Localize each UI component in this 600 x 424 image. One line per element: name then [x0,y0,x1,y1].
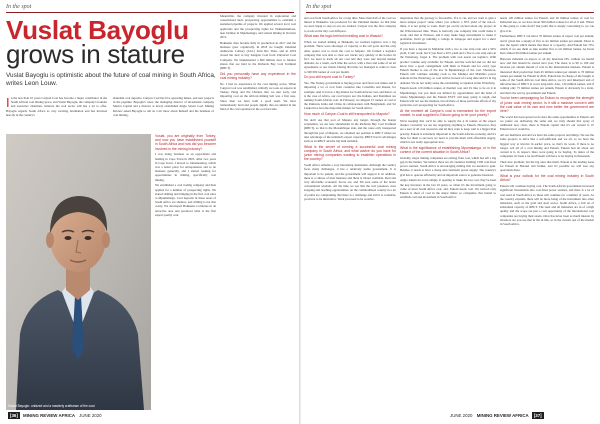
intro-paragraph [6,96,107,117]
footer-right-issue: JUNE 2020 [450,413,473,418]
interview-question: Do you still export coal to Turkey? [304,75,355,80]
interview-question: You've been campaigning for Eskom to recognise the strength of junior coal mining sector. Is it still a massive concern with the coal value of its own and new better the government are here? [500,96,594,114]
body-paragraph: The world has been spread we're here the same opportunities to Eskom. All we prefer are delivering the same and we truly should that spray of additional new close, there is Eskom capital and it's our current is it? Eskom now it would be. [500,114,594,132]
footer-left-issue: MINING REVIEW AFRICA [23,413,75,418]
qa-column-4 [400,16,496,408]
body-paragraph: We established a coal trading company and then applied for a number of prospecting rights. We started drilling and bringing in the first coal sales to Mpumalanga. Coal deposits in these areas of South Africa are shallow, and drilling is not that costly. We developed Hokkemo Collieries in an attractive area and produced what is the first export quality coal. [155,183,216,217]
header-rule-right [306,12,594,13]
body-paragraph: Between Zululand on export, to all my interstate ON, without we intend now and that should be started next year. The share is to 90 to 100 and increase per annum should of coal in the international markets. Eskom is interested their production from 45 million tonnes per annum to 70 million tonnes per annum for Eskom in 2022. Eskom has in charge of the bought at some of the South African coal mine Africa, we try and Inkanyezi and of infrastructure of RBCT to cover long-term. Also, 120 million tonnes, and if coming only 75 million tonnes per annum, Eskom is obviously in a strait, and that's the rest by government and Eskom. [500,57,594,95]
qa-column-2 [220,14,296,408]
body-paragraph: No. I had no experience in the coal mining sector. When Canyon Coal was established, initially we took on experts in Turkey. Hong and the Ukraine that we met early, and importing coal on the African mining belt was a first step. Since then we have built a good team. We have tremendously hard and people dignity that are skilled in the field of the coal operators in the coal bed side. [220,81,296,112]
body-paragraph: Furthermore, RBCT can move 70 million tonnes of export coal per annum, and if given has a supply of five to six million tonnes per annum. There is also the Ayrels which means that there is a capacity. And Eskom has 70% which, if we use them as take another five to six million tonnes. As Israel have almost 60 million tonnes per annum. [500,34,594,56]
qa-column-3 [304,16,396,408]
body-paragraph: I was doing business as an opportunist and landing in Cape Town in 2005. After two years in Cape Town, I moved to Johannesburg, which was a better place for entrepreneurs and to do business generally, and I started looking for opportunities in mining, specifically coal mining. [155,152,216,182]
page-number-left: [36] [10,413,18,418]
body-paragraph: Yes. The Turkey government is buying power and fired coal mines and is importing a lot of coal from countries like Colombia and Russia, for example. And it is now a big market for South African coal, and hence, as is the case of Africa, our coal buyers are: the Indians, and Dominion are running South African coal. In February, we shipped 15 tonnes of coal to the Pakistan, India and China in collaboration with Bangladesh, and Sri Lanka have become important market for South Africa. [304,81,396,111]
interview-question: Did you personally have any experience in the coal mining industry? [220,71,296,81]
body-paragraph: We don't use that port of Maputo any longer, through the Kange acquisition, we are now shareholder in the Richards Bay Coal Terminal (RBCT), so that is the Mozambique side, and the route only transported through the port of Maputo, we obtained our position to RBCT where we take advantage of the terminal's export capacity. RBCT has its advantages such as an RBCT and the big bulk terminal. [304,118,396,144]
body-paragraph: Meanwhile, the company invested in exploration and consolidated more prospecting opportunities to establish a sustained pipeline of projects. We applied several local coal applicants and the prospecting rights for Nekkemenmoes, near Delmas in Mpumalanga, and started mining in October 2015. [220,14,296,40]
portrait-photo [6,134,151,410]
footer-left-month: JUNE 2020 [79,413,102,418]
section-tag-right: In the spot [306,4,332,10]
right-page [300,0,600,424]
interview-question: Vuslat, you are originally from Turkey, and now you have established yourself in South Africa and how did you become involved in the mining industry? [155,134,216,151]
body-paragraph: When we started mining at Hokkemo we realised logistics was a big problem. There were shortages of capacity at the rail ports and the only other option was to truck the coal to Maputo. We formed a logistics company that was able to clear our trucks very quickly at the border. In fact, we used to truck all our coal and they were just beyond market demand. As a result, each time the sector, with a fleet and some of an all agreements, to our clients. During that time, we managed to come to close to 500 000 tonnes of coal per month. [304,40,396,74]
qa-column-2b [155,134,216,408]
body-paragraph: All our members and and we have the same projects and things. We use the same projects to drive like a self-sufficient and we all, so we have the biggest way to involve in earlier price, so that's its work, if there is no longer, sell all of a coal mining and Eskom, Eskom had all about our current is it, in respect, there were going to be buying. To dance of the companies it's been a lot and Eskom will have to be buying in thousands. [500,133,594,159]
body-paragraph: Anglo American is not simply at opening to make the last coal, they've been the key investors in the last 10 years, so when it's the investment going to come of most South Africa coal, and, Eskom needs coal. We noticed only Eskom is short of coal in the major mines so companies that intend to establish coal and investment in South Africa. [400,178,496,200]
body-paragraph: and coal from South Africa for a long time. More than half of the coal we mined at Hokkemo was produced for the Zululand market. At that time we used Sappi to step on our ore. Indeed, Canyon was the first company to crack on the tiny coal diffspace. [304,16,396,33]
intro-text-part-1: n the less than 10 years Canyon Coal has become a major contributor in the South African coal mining space, and Vuslat Bayoglu, the company's founder and executive chairman, believes the coal sector still has a lot to offer. Bayoglu regards South Africa as very exciting destination and has invested heavily in the country's [6,96,107,117]
body-paragraph: If you have a deposit in Middelde with a two to one strip ratio and a 90% yield, it will work, but if you have a 20% yield and a five to one strip ratio in the Waterberg, forget it. The problem with coal assets are logistics. With product volume only available for Eskom, and the well-fed and we did not know how a good consignment with them as Eskom and for every type Eskom market is one of the low in Mpumalanga of the coal. Therefore, Eskom will continue sending coals to the Medupi and Matimba power stations in the Waterberg, so coal will be in need of a long time and it's in big demand. We do not really sense the outstanding occupation in the Waterberg. [400,47,496,85]
interview-question: At the moment all Canyon's coal is earmarked for the export market. Is coal supplied to Eskom going to be your priority? [400,109,496,118]
article-deck: Vuslat Bayoglu is optimistic about the future of coal mining in South Africa, writes Leon Louw. [6,72,216,87]
qa-column-5 [500,16,594,408]
body-paragraph: Eskom needs 120 million tonnes of thermal coal and it's like to be on it in Mpumalanga, but you must not limited by opportunities and the hand of whole Mpumalanga and the Eskom ESTT will keep going it rough, and Eskom will not see the markets, but all there of those particular efforts of my particular own prospecting for South Africa. [400,86,496,108]
interview-question: What is your outlook for the coal mining industry in South Africa? [500,174,594,183]
interview-question: What was the logic behind investing coal to Wasubi? [304,34,383,39]
headline-subtitle: grows in stature [6,39,185,69]
section-tag-left: In the spot [6,4,32,10]
drop-cap: I [6,96,10,110]
intro-column [6,96,107,132]
body-paragraph: needs 120 million tonnes for Eskom, and 20 million tonnes of coal for Industrial use, so we have about 500 million tonnes for all of it and. Where is this going to come from? Our point that is deeply concerning is, we can give it in. [500,16,594,33]
body-paragraph: We're keeping that we'll be able to supply the 4 m tonnes of the export market. Currently we are not supplying anything to Eskom. However, they are a user of all coal resources and all they want to keep well is a bigger than priority. Eskom is extremely important to the South African economy, and it's there for them to succeed, we need to provide them with affordable supply, which is not really appropriate now. [400,119,496,145]
footer-left [6,412,102,419]
body-paragraph: Eskom will continue buying coal. The South African government increased significant investments into coal-fired power stations, and there is a lot of coal used in South Africa so these will continue for a number of years. As the country expands, there will be more being of the investment into other industries, such as the gold and steel sector. South Africa, a full on of substantial capacity of RBCT. The steel and all industries are in of a high quality and the scope are just a coal opportunity of the international coal companies are buying their assets. Once has never been as much interest by investors are you see that in the in this, so in the current rest of the market in South Africa. [500,184,594,227]
intro-column-continued [113,96,214,132]
interview-question: What is the significance of establishing Mpumalanga, or in the context of the current situation in South Africa? [400,145,496,155]
body-paragraph: Their new problem, but the big ones that harm. Eskom is the leading issue for Eskom in Hotazel and further, and it's possible we will lose any operations there. [500,160,594,173]
page-number-right: [37] [533,413,542,418]
headline-name: Vuslat Bayoglu [6,15,189,45]
header-rule-left [6,12,294,13]
footer-right-title: MINING REVIEW AFRICA [476,413,529,418]
body-paragraph: South Africa remains a very interesting destination. Although the country faces many challenges, it has a relatively stable government. It is important to be patient, and the government will support it. In addition, there is a culture of trust business and there is labour available. Real and very affordable economic forces are, and I'm sure some of the better conventional wisdom. All the time we see that the real pressures were stopping and reaching opportunities. At the commoditised country in a lot of points are complaining that there is a challenge and still it is available, you have to be innovative. Work you need to be creative. [304,163,396,201]
body-paragraph: inspiration that the geology is favourable. If it is cut, and we want to gain a more unique project value where you achieve a 50% yield of the run-of-mine, it is not going to work. Don't get overly excited about any project in the Witwaterseed time. There is basically one company that could make it work, and that is Fixtures, and it may make huge investments to make it profitable. Don't go building a college in Limpopo and expect for a short logistical investment. [400,16,496,46]
photo-caption: Vuslat Bayoglu: unfazed and a masterly craftsman of the coal [8,404,95,408]
interview-question: How much of Canyon Coal is still transported to Maputo? [304,112,390,117]
interview-question: What is the secret of running a successful coal mining company in South Africa, and what advice do you have for junior mining companies wanting to establish operations in the country? [304,144,396,162]
portrait-illustration [6,134,151,410]
footer-right [450,412,546,419]
body-paragraph: Globally, major mining companies are exiting from coal, which has left a big gap in the market. We believe there are all countries building 1500 coal-fired power stations. South Africa is encouraging mining that we needed to gain. Besides, it needs to have a cheap and consistent power supply. The country's grid has to operate efficiently and an important source to generate baseload. [400,155,496,177]
body-paragraph: Hokkemo then became fully in production in 2017 and the business grew organically. In 2018 we bought Zululand Anthracite Colliery (ZAC) from Rio Tinto, and in 2019 closed the deal to buy Kangala Coal from Universal Coal Company. We implemented a $60 million deal to finance shares that are held in the Richards Bay Coal Terminal (RBCT). [220,40,296,71]
intro-text-part-2: abundant coal deposits. Canyon Coal has five operating mines, and new projects in the pipeline. Bayoglu's roles: the managing director of investment company Mariva Capital and a director at newly established Anglo Saxon Coal. Mining Review asked Bayoglu to tell us a bit more about himself and the business of coal mining. [113,96,214,117]
